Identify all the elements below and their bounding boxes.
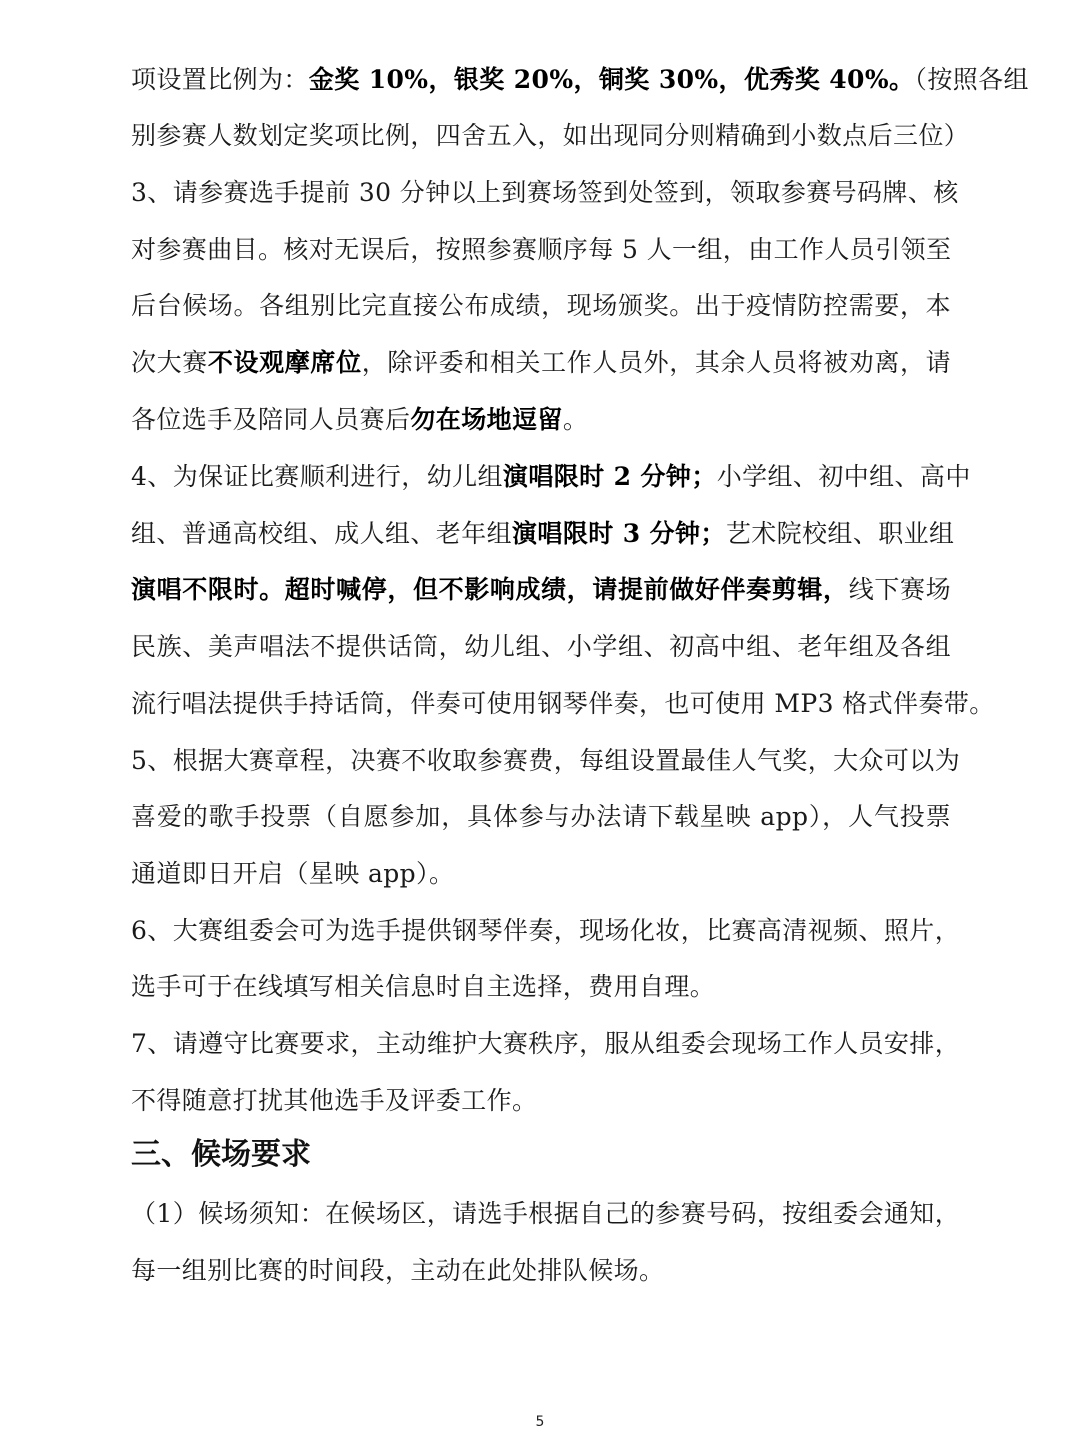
text-run: 4、为保证比赛顺利进行，幼儿组 [131, 462, 503, 491]
text-line: 每一组别比赛的时间段，主动在此处排队候场。 [131, 1256, 665, 1285]
text-line [131, 516, 955, 552]
text-run: 次大赛 [131, 348, 208, 377]
bold-text-run: 金奖 10%，银奖 20%，铜奖 30%，优秀奖 40%。 [308, 65, 915, 94]
text-line [131, 459, 971, 495]
bold-text-run: 演唱限时 2 分钟； [502, 462, 717, 491]
text-line: 7、请遵守比赛要求，主动维护大赛秩序，服从组委会现场工作人员安排， [131, 1029, 961, 1058]
text-line: 别参赛人数划定奖项比例，四舍五入，如出现同分则精确到小数点后三位） [131, 121, 970, 150]
text-run: ，除评委和相关工作人员外，其余人员将被劝离，请 [361, 348, 952, 377]
text-line: 民族、美声唱法不提供话筒，幼儿组、小学组、初高中组、老年组及各组 [131, 632, 951, 661]
text-line: 不得随意打扰其他选手及评委工作。 [131, 1086, 538, 1115]
text-line: 流行唱法提供手持话筒，伴奏可使用钢琴伴奏，也可使用 MP3 格式伴奏带。 [131, 689, 995, 718]
text-run: （按照各组 [914, 65, 1029, 94]
text-line: 通道即日开启（星映 app）。 [131, 859, 455, 888]
text-run: 小学组、初中组、高中 [716, 462, 971, 491]
text-run: 项设置比例为： [131, 65, 309, 94]
text-run: 组、普通高校组、成人组、老年组 [131, 519, 513, 548]
page-number: 5 [535, 1414, 545, 1430]
text-line: 5、根据大赛章程，决赛不收取参赛费，每组设置最佳人气奖，大众可以为 [131, 746, 961, 775]
section-heading: 三、候场要求 [131, 1137, 311, 1172]
bold-text-run: 演唱不限时。超时喊停，但不影响成绩，请提前做好伴奏剪辑， [131, 575, 849, 604]
text-line: 6、大赛组委会可为选手提供钢琴伴奏，现场化妆，比赛高清视频、照片， [131, 916, 961, 945]
text-run: 各位选手及陪同人员赛后 [131, 405, 411, 434]
text-line: 选手可于在线填写相关信息时自主选择，费用自理。 [131, 972, 716, 1001]
bold-text-run: 演唱限时 3 分钟； [512, 519, 726, 548]
text-line [131, 402, 951, 438]
text-line: （1）候场须知：在候场区，请选手根据自己的参赛号码，按组委会通知， [131, 1199, 961, 1228]
text-line [131, 345, 951, 381]
text-run: 线下赛场 [848, 575, 951, 604]
text-line [131, 62, 1029, 98]
bold-text-run: 勿在场地逗留 [410, 405, 563, 434]
text-line: 对参赛曲目。核对无误后，按照参赛顺序每 5 人一组，由工作人员引领至 [131, 235, 952, 264]
text-run: 。 [562, 405, 589, 434]
text-line [131, 572, 951, 608]
text-line: 喜爱的歌手投票（自愿参加，具体参与办法请下载星映 app），人气投票 [131, 802, 951, 831]
bold-text-run: 不设观摩席位 [207, 348, 362, 377]
text-line: 后台候场。各组别比完直接公布成绩，现场颁奖。出于疫情防控需要，本 [131, 291, 951, 320]
text-run: 艺术院校组、职业组 [725, 519, 955, 548]
text-line: 3、请参赛选手提前 30 分钟以上到赛场签到处签到，领取参赛号码牌、核 [131, 178, 959, 207]
